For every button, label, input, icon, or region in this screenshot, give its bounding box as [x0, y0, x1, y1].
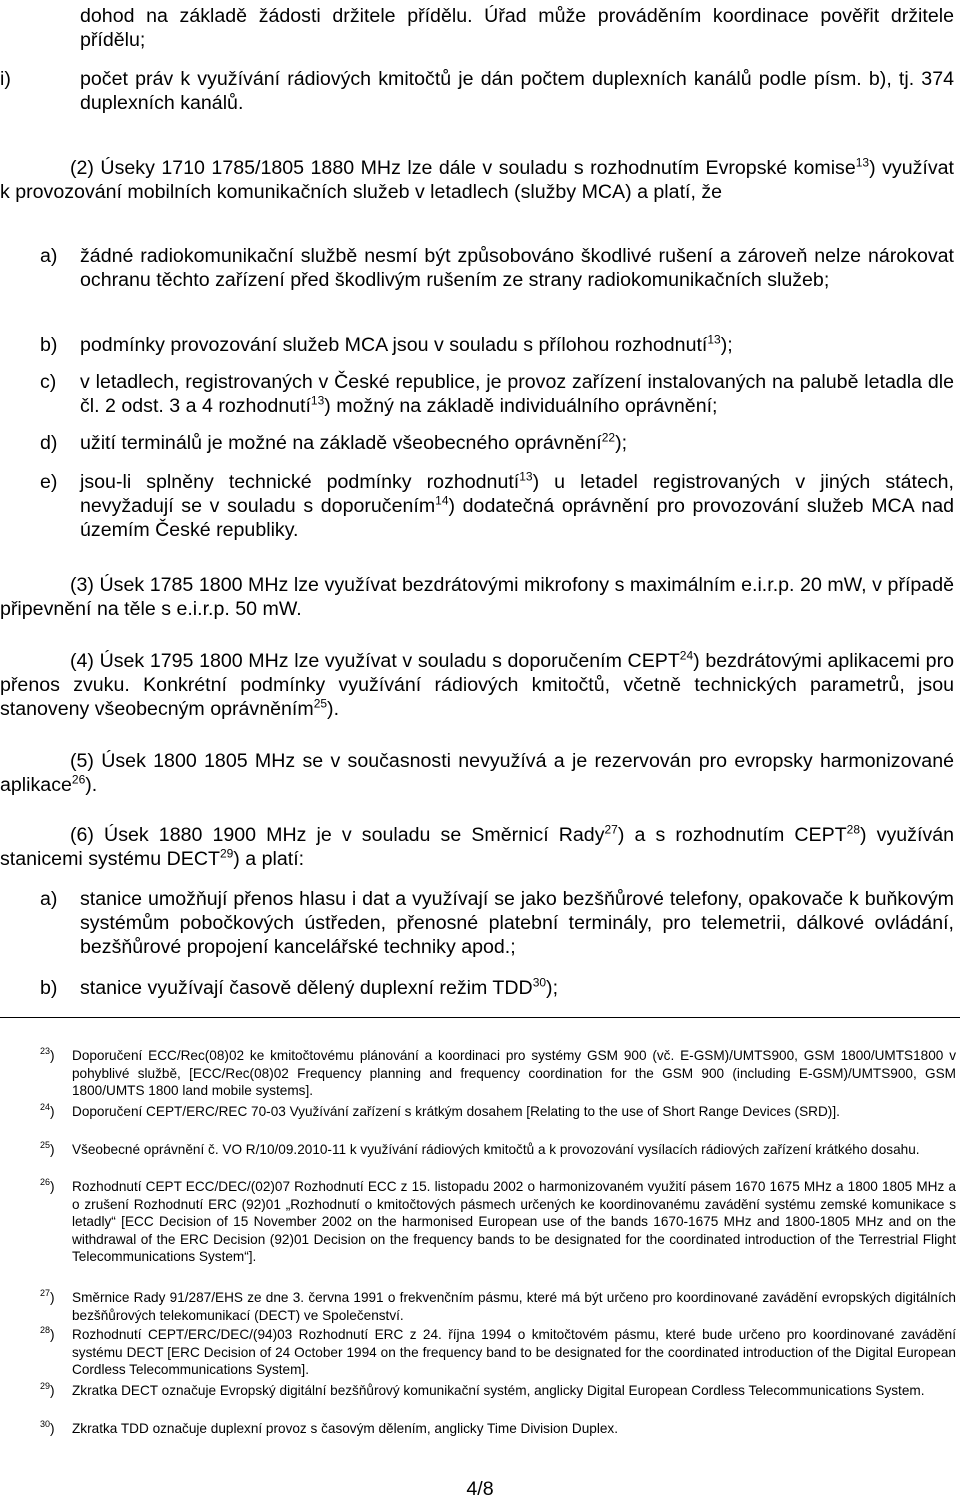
footnote-number-value: 30 — [40, 1419, 51, 1429]
list-item-text — [80, 370, 954, 418]
paragraph-text: ) a s rozhodnutím CEPT — [617, 824, 847, 846]
list-item-text-part: ) dodatečná oprávnění pro provozování služeb MCA nad územím České republiky. — [80, 495, 954, 541]
footnote-ref: 30 — [532, 975, 547, 990]
paragraph-text: (4) Úsek 1795 1800 MHz lze využívat v souladu s doporučením CEPT — [70, 650, 680, 672]
list-item-text-part: ); — [546, 977, 559, 999]
footnote-number: $^{29}$) — [40, 1381, 55, 1398]
footnote-number-value: 28 — [40, 1325, 51, 1335]
paragraph-4 — [0, 649, 954, 721]
paragraph-5 — [0, 749, 954, 797]
list-item-b — [40, 976, 954, 1000]
footnote-ref: 26 — [71, 772, 86, 787]
paragraph-text: (5) Úsek 1800 1805 MHz se v současnosti nevyužívá a je rezervován pro evropsky harmonizované aplikace — [0, 750, 954, 796]
list-item-text-part: ); — [615, 432, 628, 454]
footnote-text: Rozhodnutí CEPT/ERC/DEC/(94)03 Rozhodnutí ERC z 24. října 1994 o kmitočtovém pásmu, které bude určeno pro koordinované zavádění systému DECT [ERC Decision of 24 October 1994 on the frequency band to be designated for the coordinated introduction of the Digital European Cordless Telecommunications System]. — [72, 1327, 956, 1378]
paragraph-6 — [0, 823, 954, 871]
footnote-separator — [0, 1017, 960, 1018]
list-item-d — [40, 431, 954, 455]
footnote-number-value: 23 — [40, 1046, 51, 1056]
paragraph-text: ) využíván stanicemi systému DECT — [0, 824, 954, 870]
paragraph-text: ) bezdrátovými aplikacemi pro přenos zvuku. Konkrétní podmínky využívání rádiových kmitočtů, včetně technických parametrů, jsou stanoveny všeobecným oprávněním — [0, 650, 954, 720]
list-item-text-part: jsou-li splněny technické podmínky rozhodnutí — [80, 471, 520, 493]
list-item-text-part: užití terminálů je možné na základě všeobecného oprávnění — [80, 432, 602, 454]
list-item-text-part: ) možný na základě individuálního oprávnění; — [324, 395, 718, 417]
footnote-ref: 25 — [313, 696, 328, 711]
list-item-e — [40, 470, 954, 542]
list-item-text-part: v letadlech, registrovaných v České republice, je provoz zařízení instalovaných na palubě letadla dle čl. 2 odst. 3 a 4 rozhodnutí — [80, 371, 954, 417]
footnote-number-value: 29 — [40, 1381, 51, 1391]
list-item-text-part: ); — [720, 334, 733, 356]
footnote-number: $^{24}$) — [40, 1102, 55, 1119]
footnote-text: Zkratka DECT označuje Evropský digitální bezšňůrový komunikační systém, anglicky Digital European Cordless Telecommunications System. — [72, 1383, 925, 1398]
list-item-a — [40, 244, 954, 292]
list-item-i — [0, 67, 954, 115]
paragraph-text: ) a platí: — [233, 848, 305, 870]
paragraph-text: ). — [327, 698, 340, 720]
footnote-text: Zkratka TDD označuje duplexní provoz s časovým dělením, anglicky Time Division Duplex. — [72, 1421, 618, 1436]
footnote-ref: 27 — [604, 822, 618, 837]
continuation-text — [80, 4, 954, 52]
footnote-number: $^{25}$) — [40, 1140, 55, 1157]
list-item-text: počet práv k využívání rádiových kmitočtů je dán počtem duplexních kanálů podle písm. b), tj. 374 duplexních kanálů. — [80, 68, 954, 114]
list-item-text — [80, 976, 954, 1000]
continuation-text-body: dohod na základě žádosti držitele přídělu. Úřad může prováděním koordinace pověřit držitele přídělu; — [80, 5, 954, 51]
footnote-number-value: 25 — [40, 1140, 51, 1150]
footnote-ref: 28 — [846, 822, 861, 837]
footnote-text: Doporučení CEPT/ERC/REC 70-03 Využívání zařízení s krátkým dosahem [Relating to the use of Short Range Devices (SRD)]. — [72, 1104, 840, 1119]
footnote-number-value: 26 — [40, 1177, 51, 1187]
footnote-ref: 29 — [219, 846, 234, 861]
paragraph-text: ) využívat k provozování mobilních komunikačních služeb v letadlech (služby MCA) a platí, že — [0, 157, 954, 203]
footnote-ref: 13 — [519, 469, 533, 484]
footnote-text: Rozhodnutí CEPT ECC/DEC/(02)07 Rozhodnutí ECC z 15. listopadu 2002 o harmonizovaném využití pásem 1670 1675 MHz a 1800 1805 MHz a o zrušení Rozhodnutí ERC (92)01 „Rozhodnutí o kmitočtových pásmech určených ke koordinovanému zavádění systému zemské komunikace s letadly“ [ECC Decision of 15 November 2002 on the harmonised European use of the bands 1670-1675 MHz and 1800-1805 MHz and on the withdrawal of the ERC Decision (92)01 Decision on the frequency bands to be designated for the coordinated introduction of the Terrestrial Flight Telecommunications System“]. — [72, 1179, 956, 1265]
footnote-number-value: 27 — [40, 1288, 51, 1298]
list-item-text — [80, 333, 954, 357]
list-item-text-part: podmínky provozování služeb MCA jsou v souladu s přílohou rozhodnutí — [80, 334, 708, 356]
footnote-text: Směrnice Rady 91/287/EHS ze dne 3. června 1991 o frekvenčním pásmu, které má být určeno pro koordinované zavádění evropských digitálních bezšňůrových telekomunikací (DECT) ve Společenství. — [72, 1290, 956, 1323]
paragraph-text: (2) Úseky 1710 1785/1805 1880 MHz lze dále v souladu s rozhodnutím Evropské komise — [70, 157, 856, 179]
paragraph-3: (3) Úsek 1785 1800 MHz lze využívat bezdrátovými mikrofony s maximálním e.i.r.p. 20 mW, v případě připevnění na těle s e.i.r.p. 50 mW. — [0, 574, 954, 620]
footnote-ref: 24 — [679, 648, 694, 663]
footnote-number: $^{23}$) — [40, 1046, 55, 1063]
list-label: b) — [40, 977, 58, 999]
list-item-text: žádné radiokomunikační službě nesmí být způsobováno škodlivé rušení a zároveň nelze nárokovat ochranu těchto zařízení před škodlivým rušením ze strany radiokomunikačních služeb; — [80, 245, 954, 291]
footnote-text: Všeobecné oprávnění č. VO R/10/09.2010-11 k využívání rádiových kmitočtů a k provozování vysílacích rádiových zařízení krátkého dosahu. — [72, 1142, 920, 1157]
footnote-ref: 13 — [310, 393, 325, 408]
footnote-number: $^{26}$) — [40, 1177, 55, 1194]
page-number: 4/8 — [466, 1478, 494, 1500]
list-item-text-part: stanice využívají časově dělený duplexní režim TDD — [80, 977, 533, 999]
paragraph-text: (6) Úsek 1880 1900 MHz je v souladu se Směrnicí Rady — [70, 824, 605, 846]
list-item-text-part: ) u letadel registrovaných v jiných státech, nevyžadují se v souladu s doporučením — [80, 471, 954, 517]
list-label: a) — [40, 245, 58, 267]
paragraph-text: ). — [85, 774, 98, 796]
list-label: i) — [0, 68, 11, 90]
footnote-ref: 22 — [601, 430, 616, 445]
list-item-c — [40, 370, 954, 418]
list-item-a — [40, 887, 954, 959]
footnote-text: Doporučení ECC/Rec(08)02 ke kmitočtovému plánování a koordinaci pro systémy GSM 900 (vč. E-GSM)/UMTS900, GSM 1800/UMTS1800 v pohyblivé službě, [ECC/Rec(08)02 Frequency planning and frequency coordination for the GSM 900 (including E-GSM)/UMTS900, GSM 1800/UMTS 1800 land mobile systems]. — [72, 1048, 956, 1099]
list-label: c) — [40, 371, 57, 393]
list-label: d) — [40, 432, 58, 454]
footnote-number-value: 24 — [40, 1102, 51, 1112]
list-item-text — [80, 470, 954, 542]
list-label: b) — [40, 334, 58, 356]
list-label: e) — [40, 471, 58, 493]
list-item-text — [80, 431, 954, 455]
footnote-number: $^{28}$) — [40, 1325, 55, 1342]
footnote-number: $^{27}$) — [40, 1288, 55, 1305]
footnote-number: $^{30}$) — [40, 1419, 55, 1436]
paragraph-2 — [0, 156, 954, 204]
footnote-ref: 13 — [855, 155, 870, 170]
list-item-b — [40, 333, 954, 357]
footnote-ref: 13 — [707, 332, 721, 347]
list-item-text: stanice umožňují přenos hlasu i dat a využívají se jako bezšňůrové telefony, opakovače k buňkovým systémům pobočkových ústředen, přenosné platební terminály, pro telemetrii, dálkové ovládání, bezšňůrové propojení kancelářské techniky apod.; — [80, 888, 954, 958]
list-label: a) — [40, 888, 58, 910]
footnote-ref: 14 — [435, 493, 449, 508]
